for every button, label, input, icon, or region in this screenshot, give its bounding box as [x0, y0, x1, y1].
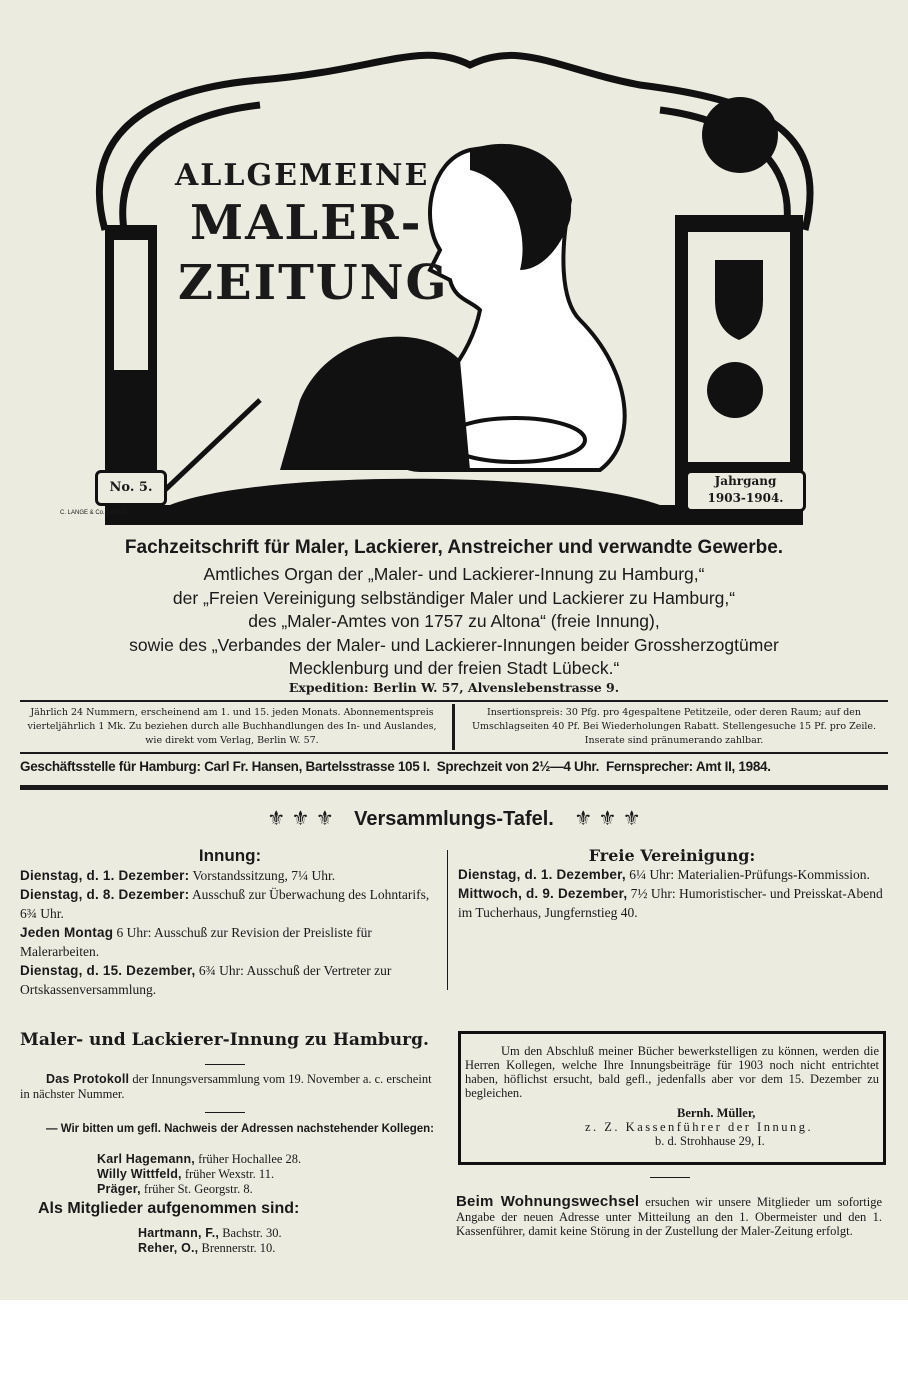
masthead-title-line2: MALER-	[190, 195, 423, 251]
notice-box	[458, 1031, 886, 1165]
tafel-heading: Versammlungs-Tafel.	[354, 808, 554, 830]
organ-lines	[0, 563, 908, 681]
divider	[20, 700, 888, 702]
organ-line: des „Maler-Amtes von 1757 zu Altona“ (freie Innung),	[248, 611, 660, 631]
innung-heading: Innung:	[198, 846, 262, 865]
entry: Dienstag, d. 1. Dezember: Vorstandssitzung, 7¼ Uhr.	[20, 868, 336, 883]
fleuron-icon: ⚜ ⚜ ⚜	[267, 806, 334, 830]
members-heading: Als Mitglieder aufgenommen sind:	[38, 1200, 300, 1217]
divider	[20, 752, 888, 754]
organ-line: Mecklenburg und der freien Stadt Lübeck.“	[288, 658, 620, 678]
list-item: Präger, früher St. Georgstr. 8.	[97, 1182, 253, 1196]
issue-number: No. 5.	[95, 470, 167, 506]
organ-line: der „Freien Vereinigung selbständiger Maler und Lackierer zu Hamburg,“	[172, 587, 736, 608]
organ-line: Amtliches Organ der „Maler- und Lackierer-Innung zu Hamburg,“	[203, 564, 705, 584]
masthead-title-line3: ZEITUNG	[178, 255, 449, 311]
notice-address: b. d. Strohhause 29, I.	[655, 1134, 765, 1148]
freie-column	[458, 846, 886, 922]
info-right: Insertionspreis: 30 Pfg. pro 4gespaltene Petitzeile, oder deren Raum; auf den Umschlagseiten 40 Pf. Bei Wiederholungen Rabatt. Stellengesuche 15 Pf. pro Zeile. Inserate sind pränumerando zahlbar.	[471, 707, 877, 746]
list-item: Willy Wittfeld, früher Wexstr. 11.	[97, 1167, 275, 1181]
protokoll-notice: Das Protokoll der Innungsversammlung vom 19. November a. c. erscheint in nächster Nummer.	[20, 1072, 432, 1101]
innung-section-heading: Maler- und Lackierer-Innung zu Hamburg.	[20, 1030, 429, 1050]
volume-years: 1903-1904.	[707, 491, 784, 505]
divider	[205, 1064, 245, 1065]
tafel-header	[0, 806, 908, 831]
divider	[650, 1177, 690, 1178]
address-request: — Wir bitten um gefl. Nachweis der Adressen nachstehender Kollegen:	[46, 1123, 434, 1135]
notice-text: Um den Abschluß meiner Bücher bewerkstelligen zu können, werden die Herren Kollegen, welche Ihre Innungsbeiträge für 1903 noch nicht entrichtet haben, höflichst ersucht, bald gefl., jedenfalls aber vor dem 15. Dezember zu begleichen.	[465, 1044, 879, 1100]
missing-list	[97, 1152, 301, 1197]
divider	[205, 1112, 245, 1113]
organ-line: sowie des „Verbandes der Maler- und Lackierer-Innungen beider Grossherzogtümer	[129, 634, 779, 655]
thick-divider	[20, 785, 888, 790]
entry: Jeden Montag 6 Uhr: Ausschuß zur Revision der Preisliste für Malerarbeiten.	[20, 925, 372, 959]
moving-notice: Beim Wohnungswechsel ersuchen wir unsere Mitglieder um sofortige Angabe der neuen Adresse unter Mitteilung an den 1. Obermeister und den 1. Kassenführer, damit keine Störung in der Zustellung der Maler-Zeitung erfolgt.	[456, 1193, 883, 1238]
volume-label: Jahrgang	[714, 474, 777, 488]
fleuron-icon: ⚜ ⚜ ⚜	[574, 806, 641, 830]
info-left: Jährlich 24 Nummern, erscheinend am 1. und 15. jeden Monats. Abonnementspreis vierteljährlich 1 Mk. Zu beziehen durch alle Buchhandlungen des In- und Auslandes, wie direkt vom Verlag, Berlin W. 57.	[27, 707, 437, 746]
column-divider	[447, 850, 448, 990]
volume-box	[685, 470, 806, 512]
notice-role: z. Z. Kassenführer der Innung.	[585, 1120, 814, 1134]
divider	[452, 704, 455, 750]
list-item: Hartmann, F., Bachstr. 30.	[138, 1226, 282, 1240]
freie-heading: Freie Vereinigung:	[588, 846, 756, 865]
masthead-title-line1: ALLGEMEINE	[175, 158, 430, 193]
entry: Dienstag, d. 15. Dezember, 6¾ Uhr: Ausschuß der Vertreter zur Ortskassenversammlung.	[20, 963, 392, 997]
entry: Dienstag, d. 1. Dezember, 6¼ Uhr: Materialien-Prüfungs-Kommission.	[458, 867, 870, 882]
expedition: Expedition: Berlin W. 57, Alvenslebenstrasse 9.	[288, 680, 620, 695]
members-list	[138, 1226, 282, 1256]
entry: Mittwoch, d. 9. Dezember, 7½ Uhr: Humoristischer- und Preisskat-Abend im Tucherhaus, Jungfernstieg 40.	[458, 886, 883, 920]
entry: Dienstag, d. 8. Dezember: Ausschuß zur Überwachung des Lohntarifs, 6¾ Uhr.	[20, 887, 430, 921]
innung-column	[20, 846, 440, 999]
artist-credit: C. LANGE & Co. BERLIN.	[60, 510, 130, 516]
office-line: Geschäftsstelle für Hamburg: Carl Fr. Hansen, Bartelsstrasse 105 I. Sprechzeit von 2½—4 Uhr. Fernsprecher: Amt II, 1984.	[20, 759, 771, 774]
notice-signer: Bernh. Müller,	[677, 1106, 756, 1120]
subtitle: Fachzeitschrift für Maler, Lackierer, Anstreicher und verwandte Gewerbe.	[124, 537, 784, 558]
list-item: Reher, O., Brennerstr. 10.	[138, 1241, 276, 1255]
list-item: Karl Hagemann, früher Hochallee 28.	[97, 1152, 302, 1166]
masthead-ornament	[0, 0, 908, 530]
